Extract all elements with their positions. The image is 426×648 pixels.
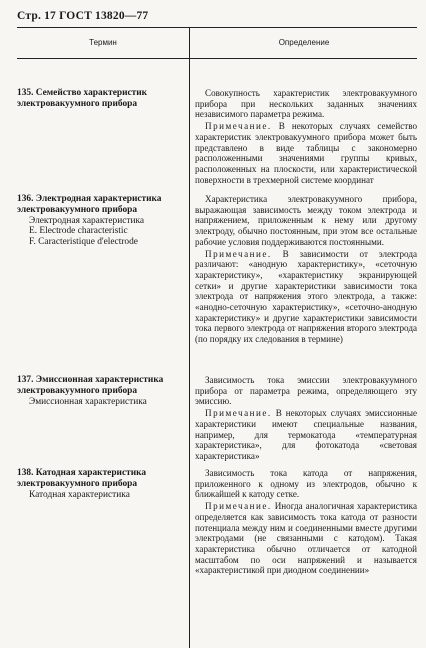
note-label: Примечание.: [205, 121, 272, 132]
column-header-term: Термин: [89, 38, 117, 47]
definition-text: Зависимость тока эмиссии электровакуумного прибора от параметра режима, определяющего эту эмиссию.: [195, 375, 417, 407]
note-paragraph: [195, 121, 417, 185]
term-synonym: Электродная характеристика: [29, 215, 145, 226]
note-paragraph: [195, 501, 417, 576]
term-title: 135. Семейство характеристик электровакуумного прибора: [17, 88, 148, 109]
note-label: Примечание.: [205, 248, 272, 259]
definition-text: Совокупность характеристик электровакуумного прибора при нескольких заданных значениях независимого параметра режима.: [195, 88, 417, 120]
page-header: Стр. 17 ГОСТ 13820—77: [17, 10, 149, 22]
definition-cell: [195, 88, 417, 186]
term-title: 138. Катодная характеристика электровакуумного прибора: [17, 468, 147, 489]
table-header: [17, 27, 417, 59]
column-header-definition: Определение: [189, 28, 418, 58]
column-divider: [189, 57, 190, 648]
term-synonym: Эмиссионная характеристика: [29, 396, 147, 407]
term-cell: [17, 88, 185, 110]
term-french: F. Caracteristique d'electrode: [29, 237, 138, 248]
note-label: Примечание.: [205, 408, 272, 419]
definition-cell: [195, 375, 417, 463]
definition-text: Характеристика электровакуумного прибора, выражающая зависимость между током электрода и напряжением, приложенным к нему или другому электроду, обычно постоянным, при этом все остальные рабочие условия поддерживаются постоянными.: [195, 194, 417, 247]
definition-text: Зависимость тока катода от напряжения, приложенного к одному из электродов, обычно к ближайшей к катоду сетке.: [195, 468, 417, 500]
term-synonym: Катодная характеристика: [29, 489, 130, 500]
note-paragraph: [195, 408, 417, 462]
note-text: В некоторых случаях семейство характеристик электровакуумного прибора может быть представлено в виде таблицы с закономерно расположенными значениями группы кривых, расположенных на плоскости, или характеристической поверхности в трехмерной системе координат: [195, 121, 417, 185]
note-text: В некоторых случаях эмиссионные характеристики имеют специальные названия, например, для термокатода «температурная характеристика», для фотокатода «световая характеристика»: [195, 408, 417, 461]
note-paragraph: [195, 249, 417, 345]
term-title: 137. Эмиссионная характеристика электровакуумного прибора: [17, 375, 164, 396]
term-cell: [17, 194, 185, 248]
term-english: E. Electrode characteristic: [29, 226, 128, 237]
term-cell: [17, 468, 185, 500]
note-text: Иногда аналогичная характеристика определяется как зависимость тока катода от разности потенциала между ним и соединенными вместе другими электродами (не связанными с катодом). Такая характеристика обычно отличается от катодной масштабом по оси напряжений и называется «характеристикой при диодном соединении»: [195, 501, 417, 576]
note-label: Примечание.: [205, 501, 272, 512]
definition-cell: [195, 194, 417, 346]
note-text: В зависимости от электрода различают: «анодную характеристику», «сеточную характеристику», «характеристику экранирующей сетки» и другие характеристики зависимости тока электрода от напряжения этого электрода, а также: «анодно-сеточную характеристику», «сеточно-анодную характеристику» и другие характеристики зависимости тока первого электрода от напряжения второго электрода (по порядку их следования в термине): [195, 248, 417, 345]
definition-cell: [195, 468, 417, 577]
term-title: 136. Электродная характеристика электровакуумного прибора: [17, 194, 162, 215]
term-cell: [17, 375, 185, 407]
